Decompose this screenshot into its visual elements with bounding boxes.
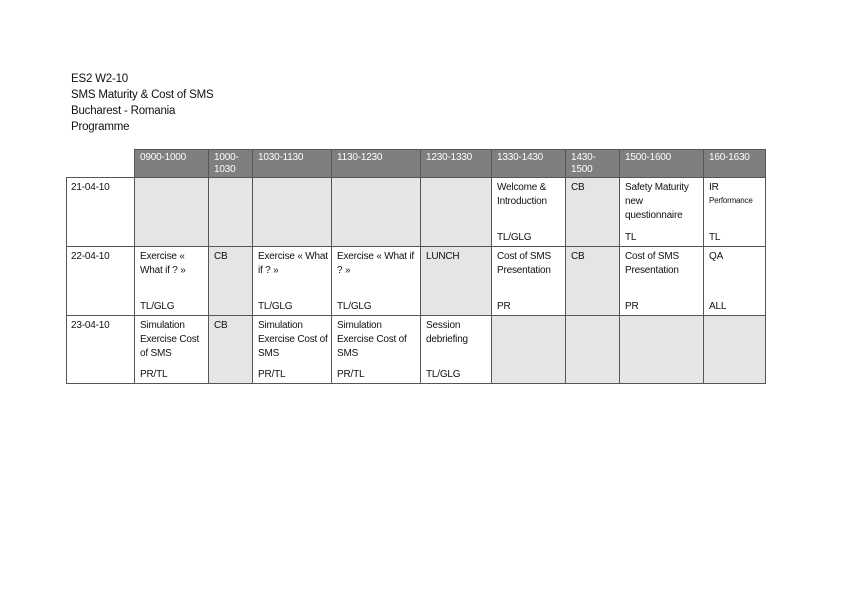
session-cell: QA ALL [704, 247, 766, 316]
session-cell: LUNCH [421, 247, 492, 316]
date-cell: 23-04-10 [67, 316, 135, 384]
session-cell [421, 178, 492, 247]
presenter: PR/TL [337, 369, 365, 380]
date-cell: 21-04-10 [67, 178, 135, 247]
time-header: 160-1630 [704, 150, 766, 178]
session-cell: Simulation Exercise Cost of SMS PR/TL [135, 316, 209, 384]
session-cell [704, 316, 766, 384]
session-cell [492, 316, 566, 384]
presenter: PR [625, 301, 639, 312]
session-cell: Simulation Exercise Cost of SMS PR/TL [253, 316, 332, 384]
session-cell: Exercise « What if ? » TL/GLG [135, 247, 209, 316]
session-cell: CB [566, 247, 620, 316]
location: Bucharest - Romania [71, 105, 176, 117]
time-header: 1030-1130 [253, 150, 332, 178]
table-row [67, 178, 766, 247]
time-header: 1230-1330 [421, 150, 492, 178]
session-cell: CB [209, 316, 253, 384]
session-cell [332, 178, 421, 247]
document-header [71, 71, 213, 135]
presenter: TL/GLG [258, 301, 293, 312]
presenter: TL [625, 232, 637, 243]
session-cell: CB [209, 247, 253, 316]
table-row [67, 247, 766, 316]
presenter: TL/GLG [337, 301, 372, 312]
presenter: ALL [709, 301, 727, 312]
course-code: ES2 W2-10 [71, 73, 129, 85]
session-cell: Safety Maturity new questionnaire TL [620, 178, 704, 247]
presenter: PR/TL [258, 369, 286, 380]
session-cell: IR Performance TL [704, 178, 766, 247]
presenter: TL [709, 232, 721, 243]
time-header: 1000-1030 [209, 150, 253, 178]
presenter: PR/TL [140, 369, 168, 380]
time-header: 0900-1000 [135, 150, 209, 178]
session-cell [253, 178, 332, 247]
session-cell: Exercise « What if ? » TL/GLG [332, 247, 421, 316]
section-label: Programme [71, 121, 130, 133]
session-cell: Simulation Exercise Cost of SMS PR/TL [332, 316, 421, 384]
time-header: 1500-1600 [620, 150, 704, 178]
session-cell [620, 316, 704, 384]
session-cell [209, 178, 253, 247]
session-cell: Exercise « What if ? » TL/GLG [253, 247, 332, 316]
presenter: TL/GLG [497, 232, 532, 243]
date-cell: 22-04-10 [67, 247, 135, 316]
session-cell [135, 178, 209, 247]
session-cell: Session debriefing TL/GLG [421, 316, 492, 384]
session-cell: Cost of SMS Presentation PR [492, 247, 566, 316]
session-cell: Cost of SMS Presentation PR [620, 247, 704, 316]
presenter: PR [497, 301, 511, 312]
programme-table [66, 149, 766, 384]
session-cell [566, 316, 620, 384]
corner-cell [67, 150, 135, 178]
header-row [67, 150, 766, 178]
time-header: 1130-1230 [332, 150, 421, 178]
session-cell: Welcome & Introduction TL/GLG [492, 178, 566, 247]
session-cell: CB [566, 178, 620, 247]
course-title: SMS Maturity & Cost of SMS [71, 89, 214, 101]
presenter: TL/GLG [426, 369, 461, 380]
presenter: TL/GLG [140, 301, 175, 312]
table-row [67, 316, 766, 384]
time-header: 1330-1430 [492, 150, 566, 178]
time-header: 1430-1500 [566, 150, 620, 178]
